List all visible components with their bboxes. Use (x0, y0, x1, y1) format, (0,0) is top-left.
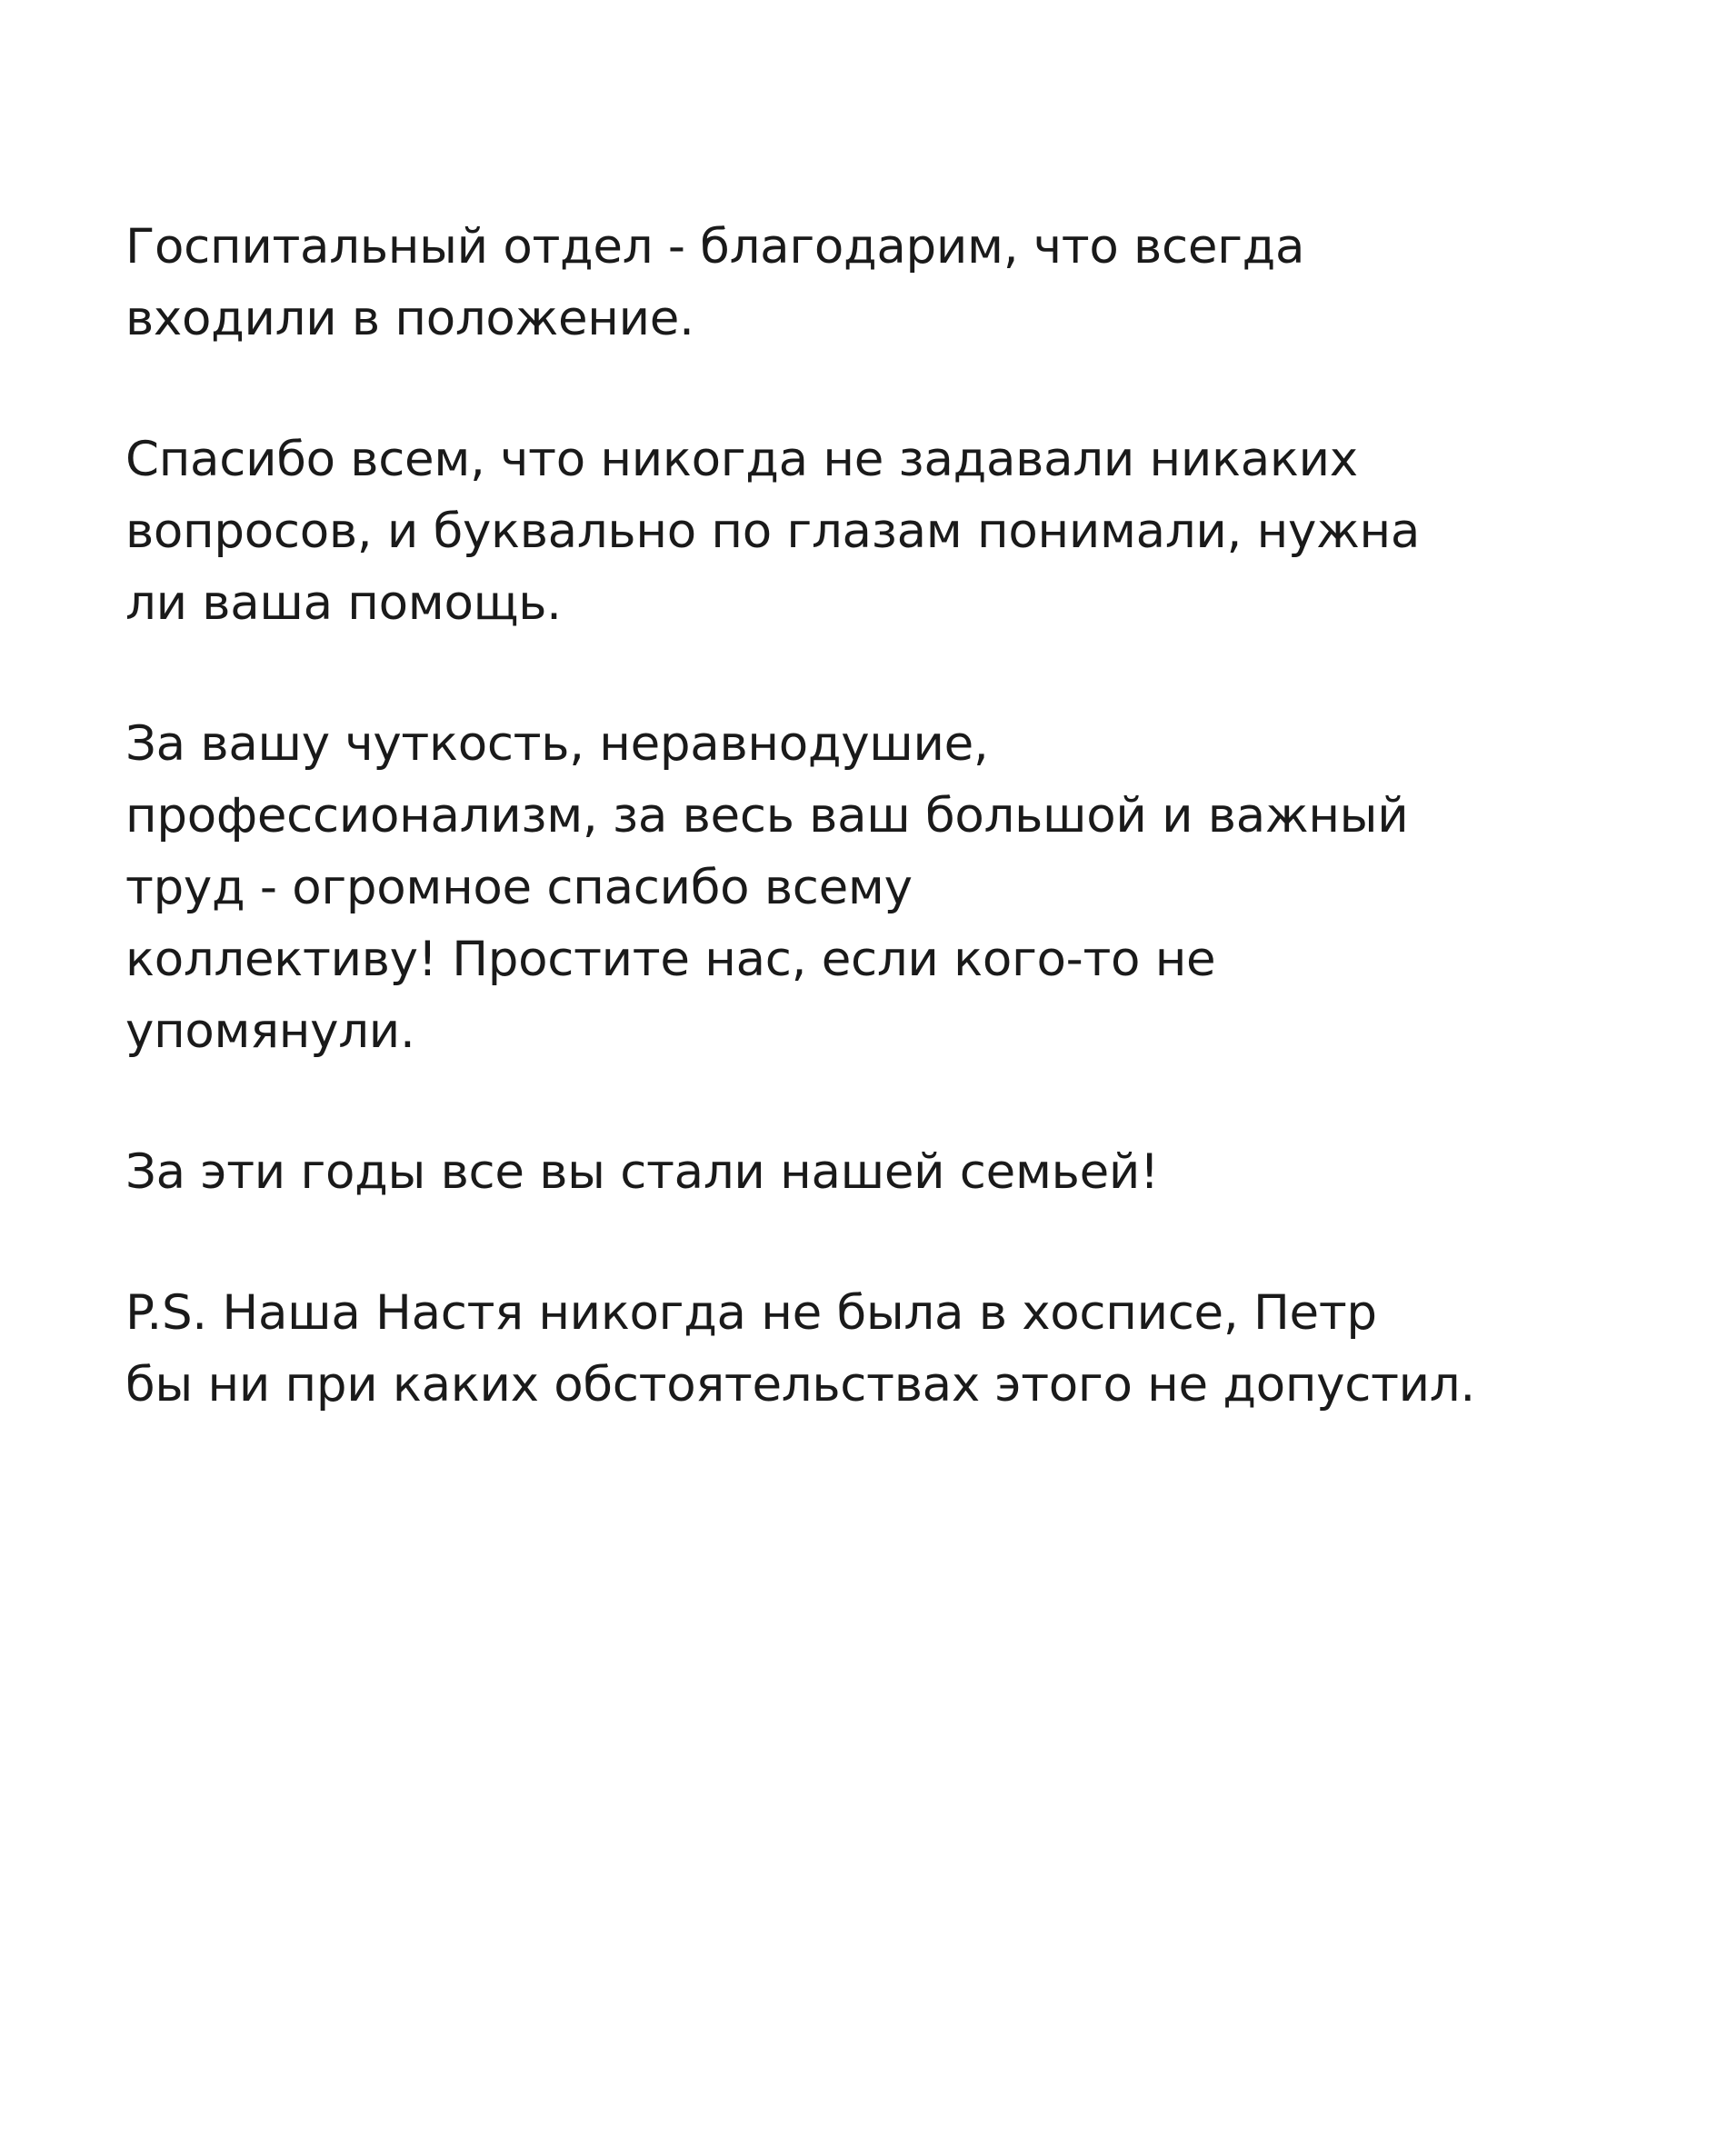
paragraph-hospital-department (125, 211, 1689, 354)
text-line: труд - огромное спасибо всему (125, 860, 913, 915)
text-line: профессионализм, за весь ваш большой и важный (125, 788, 1409, 843)
text-line: упомянули. (125, 1003, 415, 1059)
text-line: коллективу! Простите нас, если кого-то не (125, 932, 1216, 987)
document-body (125, 211, 1689, 1490)
paragraph-postscript (125, 1277, 1689, 1421)
text-line: вопросов, и буквально по глазам понимали, нужна (125, 504, 1421, 559)
paragraph-thanks-all (125, 424, 1689, 639)
text-line: За эти годы все вы стали нашей семьей! (125, 1144, 1159, 1200)
paragraph-family (125, 1136, 1689, 1208)
text-line: входили в положение. (125, 291, 694, 346)
text-line: Спасибо всем, что никогда не задавали никаких (125, 432, 1358, 487)
text-line: ли ваша помощь. (125, 575, 562, 631)
paragraph-thanks-team (125, 708, 1689, 1067)
text-line: бы ни при каких обстоятельствах этого не допустил. (125, 1357, 1475, 1412)
text-line: P.S. Наша Настя никогда не была в хосписе, Петр (125, 1285, 1377, 1341)
text-line: Госпитальный отдел - благодарим, что всегда (125, 219, 1305, 274)
text-line: За вашу чуткость, неравнодушие, (125, 716, 989, 772)
